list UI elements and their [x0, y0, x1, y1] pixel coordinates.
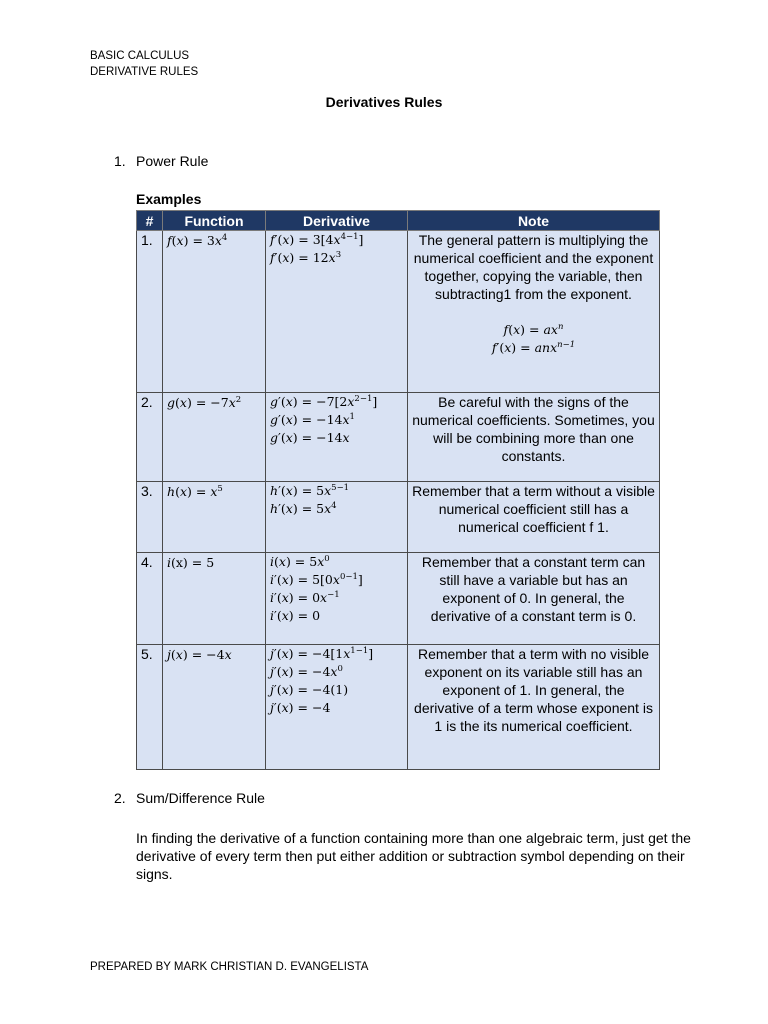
section-title: Sum/Difference Rule — [136, 790, 265, 806]
row-number: 2. — [137, 393, 163, 482]
function-cell: $g(x) = -7x^2$ — [163, 393, 266, 482]
col-header-function: Function — [163, 211, 266, 231]
function-cell: j(x) = −4x — [163, 645, 266, 770]
row-number: 1. — [137, 231, 163, 393]
document-header — [90, 48, 198, 80]
function-cell: i(x) = 5 — [163, 553, 266, 645]
table-row — [137, 645, 660, 770]
header-topic: DERIVATIVE RULES — [90, 66, 199, 78]
header-course: BASIC CALCULUS — [90, 50, 190, 62]
derivative-cell: $g'(x) = -7[2x^{2-1}]$ $g'(x) = -14x^1$ g′(x) = −14x — [266, 393, 408, 482]
row-number: 3. — [137, 482, 163, 553]
note-cell — [408, 482, 660, 553]
note-text: The general pattern is multiplying the numerical coefficient and the exponent together, copying the variable, then subtracting1 from the exponent. — [413, 232, 654, 302]
table-row — [137, 553, 660, 645]
examples-label: Examples — [136, 191, 202, 207]
section-sum-difference-rule — [114, 790, 265, 806]
section-number: 2. — [114, 790, 126, 806]
derivative-cell: $j'(x) = -4[1x^{1-1}]$ $j'(x) = -4x^0$ j′(x) = −4(1) j′(x) = −4 — [266, 645, 408, 770]
function-cell: $h(x) = x^5$ — [163, 482, 266, 553]
col-header-num: # — [137, 211, 163, 231]
table-row — [137, 393, 660, 482]
note-cell — [408, 231, 660, 393]
row-number: 4. — [137, 553, 163, 645]
general-formula: $f(x) = ax^n$ f′(x) = anx$^{n-1}$ — [491, 321, 576, 355]
note-text: Be careful with the signs of the numerical coefficients. Sometimes, you will be combining more than one constants. — [412, 394, 655, 464]
section-title: Power Rule — [136, 153, 209, 169]
derivative-cell: $i(x) = 5x^0$ $i'(x) = 5[0x^{0-1}]$ $i'(x) = 0x^{-1}$ i′(x) = 0 — [266, 553, 408, 645]
col-header-note: Note — [408, 211, 660, 231]
note-text: Remember that a term with no visible exponent on its variable still has an exponent of 1. In general, the derivative of a term whose exponent is 1 is the its numerical coefficient. — [414, 646, 653, 734]
derivative-cell: $f'(x) = 3[4x^{4-1}]$ $f'(x) = 12x^3$ — [266, 231, 408, 393]
section-number: 1. — [114, 153, 126, 169]
note-text: Remember that a term without a visible numerical coefficient still has a numerical coefficient f 1. — [412, 483, 655, 535]
table-header-row — [137, 211, 660, 231]
col-header-derivative: Derivative — [266, 211, 408, 231]
function-cell: $f(x) = 3x^4$ — [163, 231, 266, 393]
sum-difference-paragraph: In finding the derivative of a function containing more than one algebraic term, just get the derivative of every term then put either addition or subtraction symbol depending on their signs. — [136, 830, 691, 882]
row-number: 5. — [137, 645, 163, 770]
page-title: Derivatives Rules — [325, 94, 443, 110]
table-row — [137, 482, 660, 553]
note-text: Remember that a constant term can still have a variable but has an exponent of 0. In general, the derivative of a constant term is 0. — [421, 554, 646, 624]
document-footer: PREPARED BY MARK CHRISTIAN D. EVANGELISTA — [90, 961, 369, 973]
note-cell — [408, 393, 660, 482]
derivative-cell: $h'(x) = 5x^{5-1}$ $h'(x) = 5x^4$ — [266, 482, 408, 553]
note-cell — [408, 645, 660, 770]
note-cell — [408, 553, 660, 645]
table-row — [137, 231, 660, 393]
power-rule-table — [136, 210, 660, 770]
section-power-rule — [114, 153, 208, 169]
